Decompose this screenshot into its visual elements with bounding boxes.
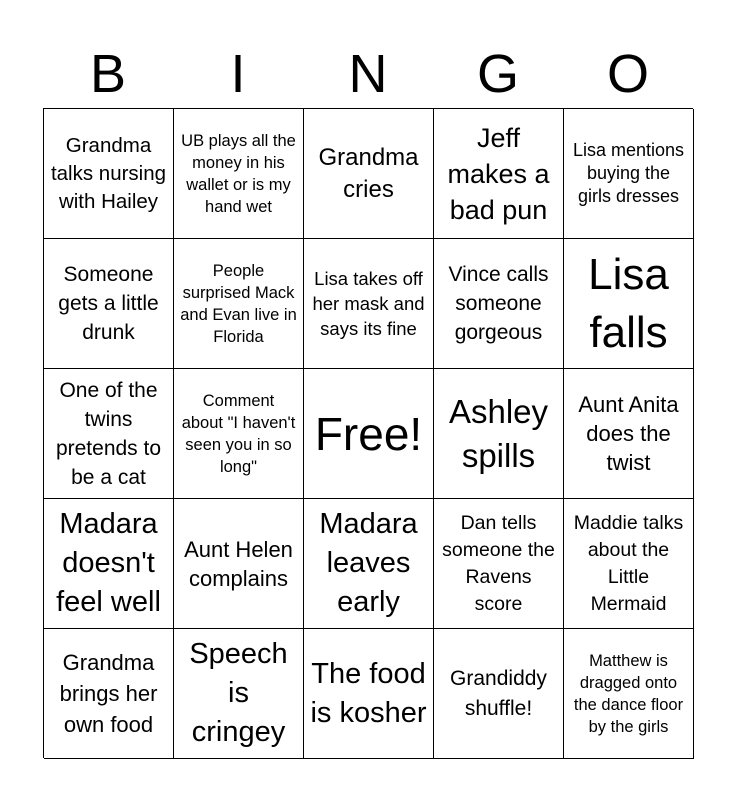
bingo-header bbox=[43, 38, 693, 110]
cell-text: Aunt Helen complains bbox=[184, 536, 293, 591]
cell-text: Dan tells someone the Ravens score bbox=[442, 511, 555, 615]
bingo-cell[interactable] bbox=[44, 239, 174, 369]
cell-text: Ashley spills bbox=[448, 392, 549, 474]
cell-text: Comment about "I haven't seen you in so long" bbox=[181, 391, 296, 476]
bingo-cell[interactable] bbox=[44, 109, 174, 239]
cell-text: Madara doesn't feel well bbox=[56, 508, 161, 618]
cell-text: Speech is cringey bbox=[189, 638, 288, 748]
cell-text: Someone gets a little drunk bbox=[58, 263, 159, 344]
free-space-text: Free! bbox=[314, 407, 423, 460]
cell-text: UB plays all the money in his wallet or is my hand wet bbox=[181, 131, 296, 216]
cell-text: Grandma cries bbox=[318, 143, 419, 203]
bingo-cell[interactable] bbox=[174, 239, 304, 369]
header-letter-o: O bbox=[606, 44, 649, 104]
bingo-cell[interactable] bbox=[434, 499, 564, 629]
bingo-cell[interactable] bbox=[174, 109, 304, 239]
cell-text: Jeff makes a bad pun bbox=[447, 122, 550, 225]
cell-text: Lisa mentions buying the girls dresses bbox=[572, 140, 685, 206]
cell-text: Matthew is dragged onto the dance floor by the girls bbox=[573, 651, 684, 736]
bingo-cell[interactable] bbox=[44, 369, 174, 499]
cell-text: Lisa takes off her mask and says its fine bbox=[312, 268, 425, 339]
bingo-cell[interactable] bbox=[44, 629, 174, 759]
bingo-cell[interactable] bbox=[564, 239, 694, 369]
bingo-cell[interactable] bbox=[434, 239, 564, 369]
cell-text: One of the twins pretends to be a cat bbox=[55, 378, 162, 489]
bingo-cell[interactable] bbox=[174, 499, 304, 629]
bingo-cell[interactable] bbox=[434, 109, 564, 239]
bingo-cell[interactable] bbox=[304, 499, 434, 629]
cell-text: Maddie talks about the Little Mermaid bbox=[573, 511, 684, 615]
header-letter-b: B bbox=[89, 44, 127, 104]
bingo-cell[interactable] bbox=[564, 109, 694, 239]
bingo-cell[interactable] bbox=[304, 109, 434, 239]
bingo-cell[interactable] bbox=[564, 629, 694, 759]
cell-text: Grandiddy shuffle! bbox=[450, 666, 547, 720]
cell-text: People surprised Mack and Evan live in Florida bbox=[180, 261, 297, 346]
bingo-card-grid bbox=[43, 108, 693, 758]
header-letter-i: I bbox=[230, 44, 246, 104]
bingo-cell[interactable] bbox=[304, 239, 434, 369]
bingo-cell[interactable] bbox=[174, 369, 304, 499]
cell-text: Vince calls someone gorgeous bbox=[448, 263, 549, 344]
bingo-cell[interactable] bbox=[304, 629, 434, 759]
bingo-cell[interactable] bbox=[564, 499, 694, 629]
header-letter-n: N bbox=[348, 44, 388, 104]
cell-text: Grandma brings her own food bbox=[59, 650, 158, 737]
cell-text: The food is kosher bbox=[310, 657, 427, 729]
cell-text: Madara leaves early bbox=[319, 508, 418, 618]
bingo-cell[interactable] bbox=[174, 629, 304, 759]
bingo-cell[interactable] bbox=[564, 369, 694, 499]
bingo-cell[interactable] bbox=[434, 629, 564, 759]
cell-text: Grandma talks nursing with Hailey bbox=[50, 133, 167, 213]
bingo-cell[interactable] bbox=[434, 369, 564, 499]
bingo-cell[interactable] bbox=[44, 499, 174, 629]
cell-text: Lisa falls bbox=[588, 249, 669, 357]
cell-text: Aunt Anita does the twist bbox=[578, 392, 679, 475]
header-letter-g: G bbox=[476, 44, 519, 104]
free-space-cell[interactable] bbox=[304, 369, 434, 499]
